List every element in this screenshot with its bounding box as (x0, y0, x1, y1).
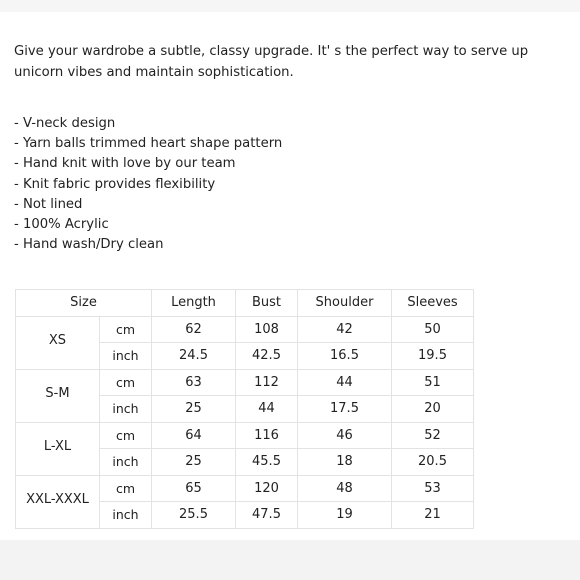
feature-item: - Knit fabric provides flexibility (14, 176, 216, 192)
feature-item: - Not lined (14, 196, 83, 212)
bust-cell: 112 (236, 369, 298, 396)
column-header-shoulder: Shoulder (298, 290, 392, 317)
table-row (16, 475, 474, 502)
unit-label: cm (100, 316, 152, 343)
page-bottom-area (0, 540, 580, 580)
shoulder-cell: 42 (298, 316, 392, 343)
length-cell: 25 (152, 396, 236, 423)
bust-cell: 42.5 (236, 343, 298, 370)
shoulder-cell: 46 (298, 422, 392, 449)
column-header-bust: Bust (236, 290, 298, 317)
bust-cell: 45.5 (236, 449, 298, 476)
feature-item: - 100% Acrylic (14, 217, 109, 233)
length-cell: 64 (152, 422, 236, 449)
sleeves-cell: 53 (392, 475, 474, 502)
product-description-panel (0, 12, 580, 540)
shoulder-cell: 17.5 (298, 396, 392, 423)
length-cell: 62 (152, 316, 236, 343)
size-label: S-M (16, 369, 100, 422)
size-label: XXL-XXXL (16, 475, 100, 528)
feature-item: - Hand knit with love by our team (14, 156, 236, 172)
column-header-sleeves: Sleeves (392, 290, 474, 317)
shoulder-cell: 48 (298, 475, 392, 502)
length-cell: 24.5 (152, 343, 236, 370)
bust-cell: 47.5 (236, 502, 298, 529)
shoulder-cell: 19 (298, 502, 392, 529)
unit-label: inch (100, 449, 152, 476)
length-cell: 25.5 (152, 502, 236, 529)
unit-label: inch (100, 502, 152, 529)
table-row (16, 422, 474, 449)
column-header-length: Length (152, 290, 236, 317)
feature-item: - Yarn balls trimmed heart shape pattern (14, 136, 283, 152)
size-label: XS (16, 316, 100, 369)
unit-label: cm (100, 475, 152, 502)
table-row (16, 369, 474, 396)
column-header-size: Size (16, 290, 152, 317)
size-label: L-XL (16, 422, 100, 475)
shoulder-cell: 44 (298, 369, 392, 396)
shoulder-cell: 18 (298, 449, 392, 476)
bust-cell: 116 (236, 422, 298, 449)
sleeves-cell: 20 (392, 396, 474, 423)
table-header-row (16, 290, 474, 317)
size-chart-table (15, 289, 474, 529)
unit-label: cm (100, 369, 152, 396)
sleeves-cell: 50 (392, 316, 474, 343)
sleeves-cell: 21 (392, 502, 474, 529)
sleeves-cell: 52 (392, 422, 474, 449)
sleeves-cell: 51 (392, 369, 474, 396)
sleeves-cell: 20.5 (392, 449, 474, 476)
feature-item: - V-neck design (14, 116, 116, 131)
sleeves-cell: 19.5 (392, 343, 474, 370)
length-cell: 65 (152, 475, 236, 502)
feature-list (14, 114, 282, 255)
length-cell: 25 (152, 449, 236, 476)
length-cell: 63 (152, 369, 236, 396)
bust-cell: 108 (236, 316, 298, 343)
unit-label: cm (100, 422, 152, 449)
bust-cell: 44 (236, 396, 298, 423)
bust-cell: 120 (236, 475, 298, 502)
unit-label: inch (100, 343, 152, 370)
shoulder-cell: 16.5 (298, 343, 392, 370)
product-intro-text: Give your wardrobe a subtle, classy upgrade. It' s the perfect way to serve up unicorn vibes and maintain sophistication. (14, 44, 529, 80)
table-row (16, 316, 474, 343)
unit-label: inch (100, 396, 152, 423)
feature-item: - Hand wash/Dry clean (14, 237, 164, 253)
